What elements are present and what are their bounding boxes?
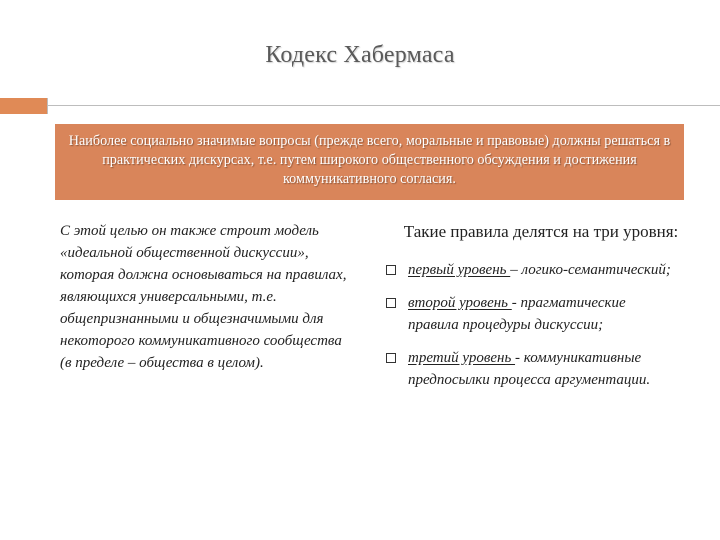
level-term: первый уровень [408,262,511,278]
rules-heading: Такие правила делятся на три уровня: [403,222,679,241]
level-description: – логико-семантический; [510,262,671,278]
list-item [380,259,680,281]
level-term: третий уровень [408,350,516,366]
left-paragraph: С этой целью он также строит модель «идеальной общественной дискуссии», которая должна основываться на правилах, являющихся универсальными, т.е. общепризнанными и общезначимыми для некоторого коммуникативного сообщества (в пределе – общества в целом). [60,223,347,371]
slide-title: Кодекс Хабермаса [265,42,455,68]
rules-list [380,259,680,391]
level-description: - коммуникативные предпосылки процесса аргументации. [408,350,651,388]
list-item [380,292,680,336]
title-divider [0,98,720,114]
divider-accent-block [0,98,47,114]
summary-banner: Наиболее социально значимые вопросы (прежде всего, моральные и правовые) должны решаться в практических дискурсах, т.е. путем широкого общественного обсуждения и достижения коммуникативного согласия. [55,124,684,200]
list-item [380,347,680,391]
level-description: - прагматические правила процедуры дискуссии; [408,295,626,333]
square-bullet-icon [386,265,396,275]
square-bullet-icon [386,298,396,308]
level-term: второй уровень [408,295,512,311]
divider-line [0,105,720,106]
square-bullet-icon [386,353,396,363]
divider-tick [47,98,48,114]
rules-column [380,220,680,402]
